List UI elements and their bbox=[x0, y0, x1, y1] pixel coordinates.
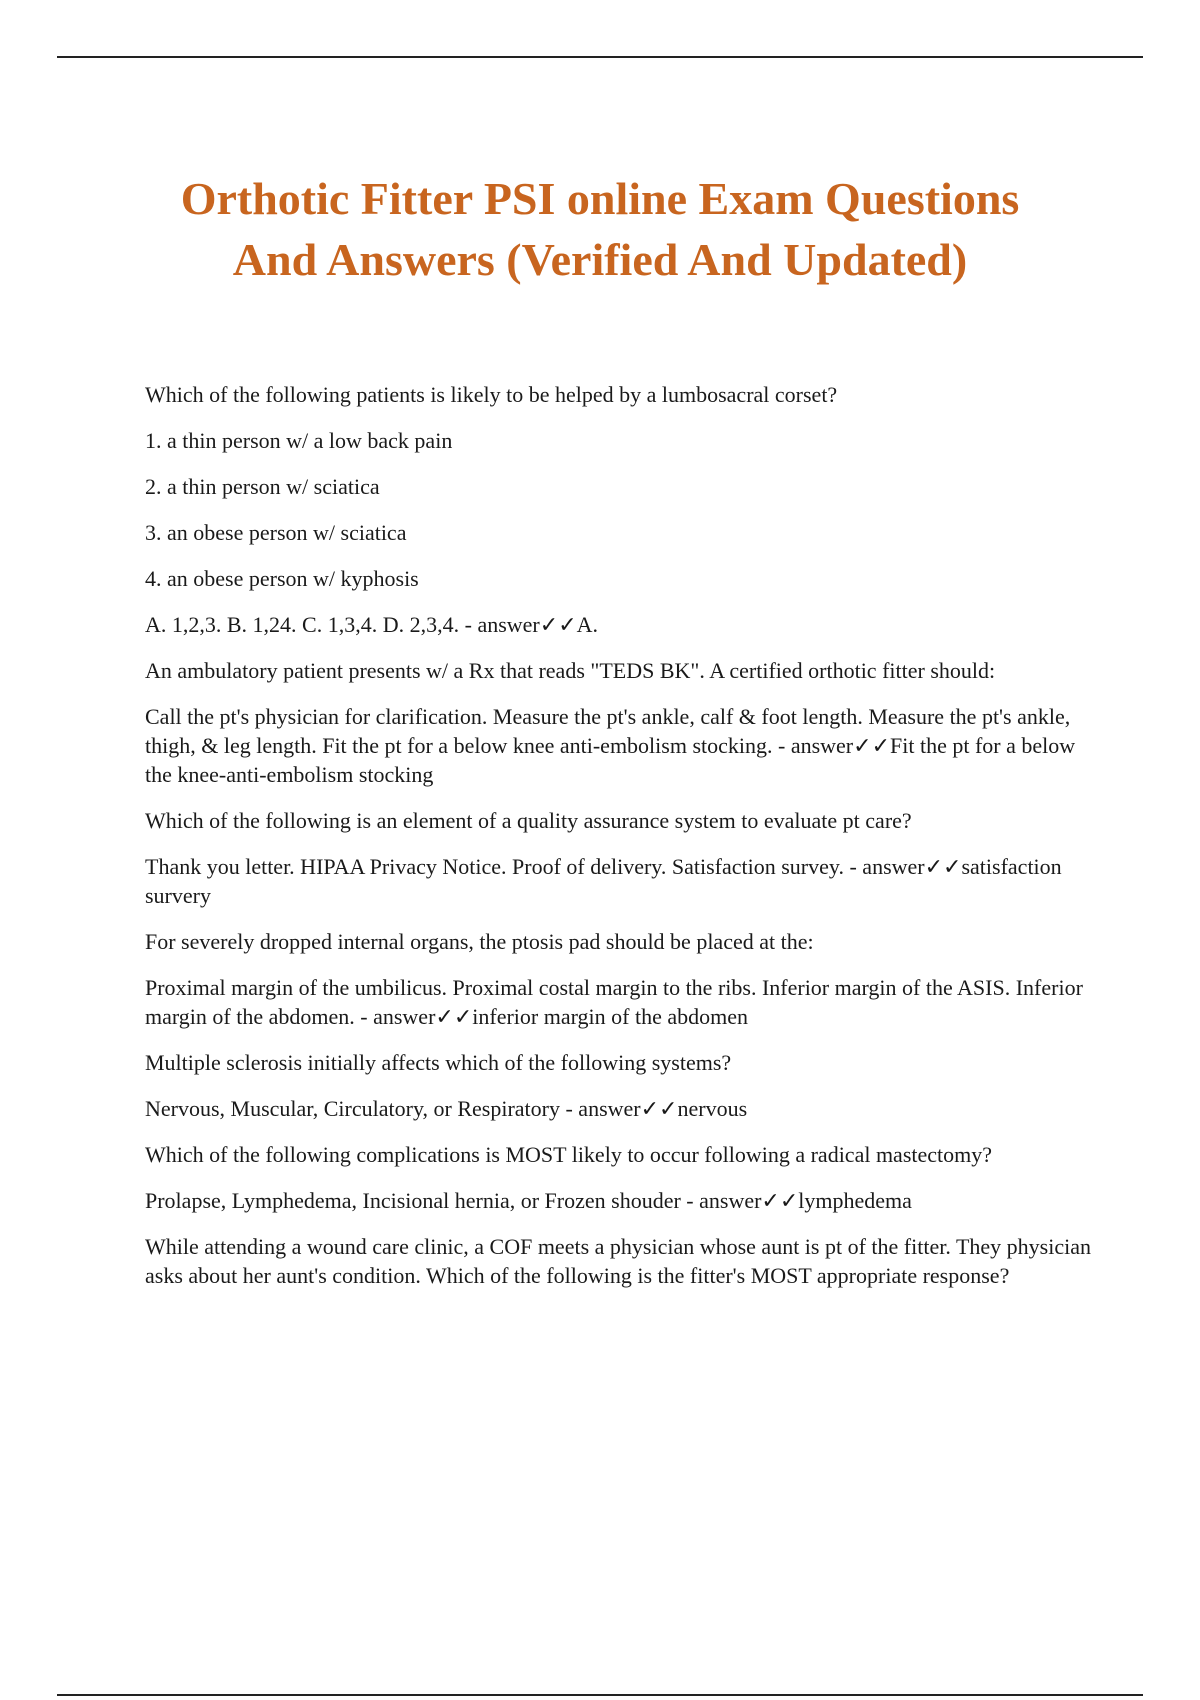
question-text: Which of the following is an element of a quality assurance system to evaluate pt care? bbox=[145, 808, 912, 833]
question-text: Which of the following patients is likely to be helped by a lumbosacral corset? bbox=[145, 382, 838, 407]
document-body bbox=[145, 380, 1095, 1307]
question-text: For severely dropped internal organs, the ptosis pad should be placed at the: bbox=[145, 929, 814, 954]
question-text: While attending a wound care clinic, a COF meets a physician whose aunt is pt of the fitter. They physician asks about her aunt's condition. Which of the following is the fitter's MOST appropriate response? bbox=[145, 1234, 1091, 1288]
bottom-rule bbox=[57, 1694, 1143, 1696]
option-item: 3. an obese person w/ sciatica bbox=[145, 520, 407, 545]
title-line-2: And Answers (Verified And Updated) bbox=[232, 234, 968, 285]
question-text: Multiple sclerosis initially affects which of the following systems? bbox=[145, 1050, 732, 1075]
option-item: 4. an obese person w/ kyphosis bbox=[145, 566, 419, 591]
option-item: 2. a thin person w/ sciatica bbox=[145, 474, 380, 499]
answer-text: Nervous, Muscular, Circulatory, or Respiratory - answer✓✓nervous bbox=[145, 1096, 748, 1121]
answer-text: A. 1,2,3. B. 1,24. C. 1,3,4. D. 2,3,4. - answer✓✓A. bbox=[145, 612, 599, 637]
document-title bbox=[100, 168, 1100, 290]
answer-text: Prolapse, Lymphedema, Incisional hernia, or Frozen shouder - answer✓✓lymphedema bbox=[145, 1188, 912, 1213]
answer-text: Proximal margin of the umbilicus. Proximal costal margin to the ribs. Inferior margin of the ASIS. Inferior margin of the abdomen. - answer✓✓inferior margin of the abdomen bbox=[145, 975, 1083, 1029]
question-text: An ambulatory patient presents w/ a Rx that reads "TEDS BK". A certified orthotic fitter should: bbox=[145, 658, 996, 683]
title-line-1: Orthotic Fitter PSI online Exam Questions bbox=[180, 173, 1020, 224]
answer-text: Thank you letter. HIPAA Privacy Notice. Proof of delivery. Satisfaction survey. - answer✓✓satisfaction survery bbox=[145, 854, 1062, 908]
option-item: 1. a thin person w/ a low back pain bbox=[145, 428, 453, 453]
top-rule bbox=[57, 56, 1143, 58]
answer-text: Call the pt's physician for clarification. Measure the pt's ankle, calf & foot length. Measure the pt's ankle, thigh, & leg length. Fit the pt for a below knee anti-embolism stocking. - answer✓✓Fit the pt for a below the knee-anti-embolism stocking bbox=[145, 704, 1076, 787]
question-text: Which of the following complications is MOST likely to occur following a radical mastectomy? bbox=[145, 1142, 993, 1167]
